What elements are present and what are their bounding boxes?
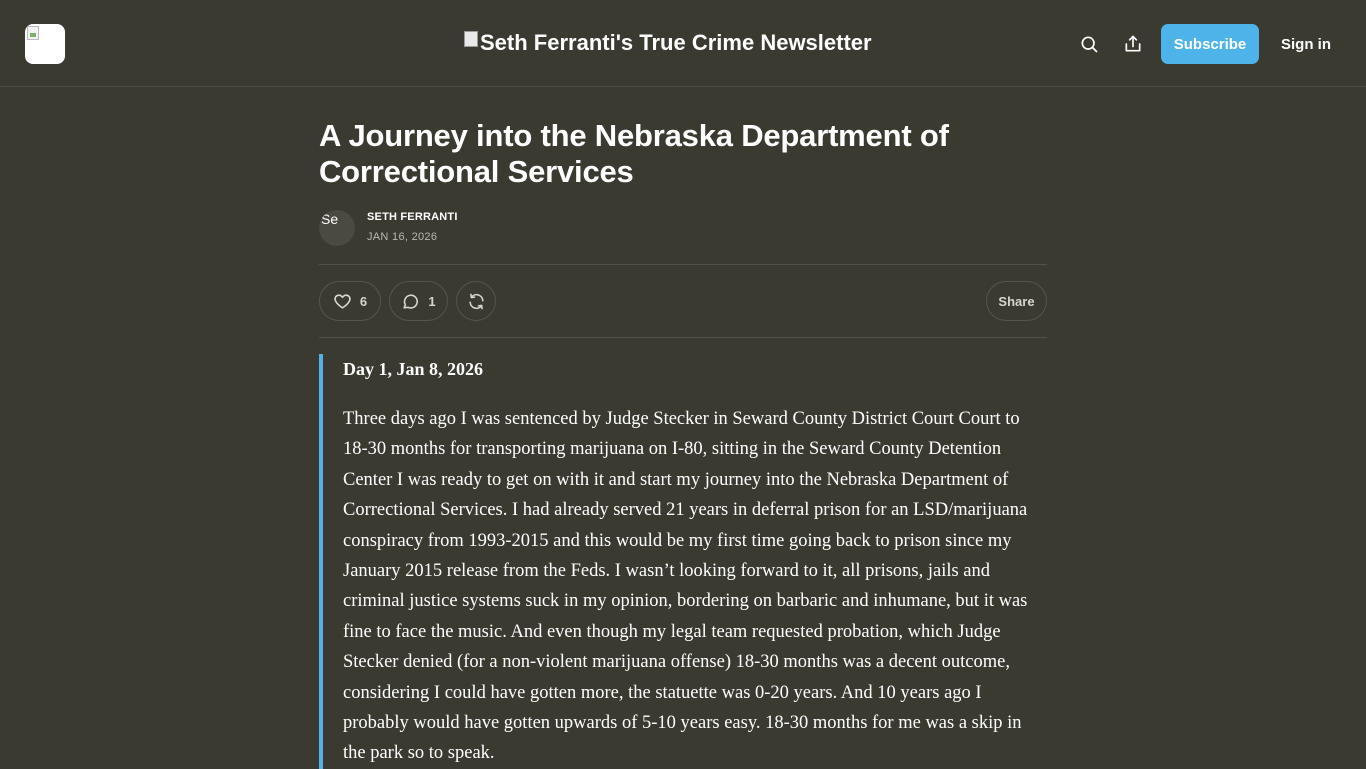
- quote-heading: Day 1, Jan 8, 2026: [343, 359, 484, 379]
- search-button[interactable]: [1075, 30, 1103, 58]
- share-icon: [1123, 34, 1143, 54]
- like-count: 6: [359, 293, 368, 309]
- broken-image-icon: [27, 26, 39, 40]
- restack-button[interactable]: [456, 281, 496, 321]
- article: [319, 118, 1047, 764]
- divider: [319, 337, 1047, 338]
- search-icon: [1079, 34, 1099, 54]
- blockquote: [319, 354, 1047, 769]
- publication-title-text: Seth Ferranti's True Crime Newsletter: [480, 30, 872, 55]
- publication-logo[interactable]: [25, 24, 65, 64]
- byline: [319, 210, 1047, 246]
- post-date: JAN 16, 2026: [367, 231, 438, 243]
- share-publication-button[interactable]: [1119, 30, 1147, 58]
- comment-icon: [401, 292, 420, 311]
- sign-in-button[interactable]: Sign in: [1272, 24, 1340, 64]
- quote-body: Three days ago I was sentenced by Judge Stecker in Seward County District Court Court to 18-30 months for transporting marijuana on I-80, sitting in the Seward County Detention Center I was ready to get on with it and start my journey into the Nebraska Department of Correctional Services. I had already served 21 years in deferral prison for an LSD/marijuana conspiracy from 1993-2015 and this would be my first time going back to prison since my January 2015 release from the Feds. I wasn’t looking forward to it, all prisons, jails and criminal justice systems suck in my opinion, bordering on barbaric and inhumane, but it was fine to face the music. And even though my legal team requested probation, which Judge Stecker denied (for a non-violent marijuana offense) 18-30 months was a decent outcome, considering I could have gotten more, the statuette was 0-20 years. And 10 years ago I probably would have gotten upwards of 5-10 years easy. 18-30 months for me was a skip in the park so to speak.: [343, 409, 1028, 764]
- top-navigation-bar: [0, 0, 1366, 87]
- author-avatar[interactable]: [319, 210, 355, 246]
- share-button[interactable]: Share: [986, 281, 1047, 321]
- subscribe-button[interactable]: Subscribe: [1161, 24, 1259, 64]
- broken-image-icon: [464, 31, 478, 47]
- like-button[interactable]: [319, 281, 381, 321]
- restack-icon: [467, 292, 486, 311]
- heart-icon: [333, 292, 352, 311]
- post-actions: [319, 281, 1047, 321]
- author-name[interactable]: SETH FERRANTI: [367, 211, 458, 223]
- divider: [319, 264, 1047, 265]
- avatar-alt-text: Se: [321, 211, 339, 227]
- comment-button[interactable]: [389, 281, 448, 321]
- publication-title[interactable]: [464, 28, 872, 58]
- post-title: A Journey into the Nebraska Department of Correctional Services: [319, 118, 949, 189]
- comment-count: 1: [428, 293, 436, 309]
